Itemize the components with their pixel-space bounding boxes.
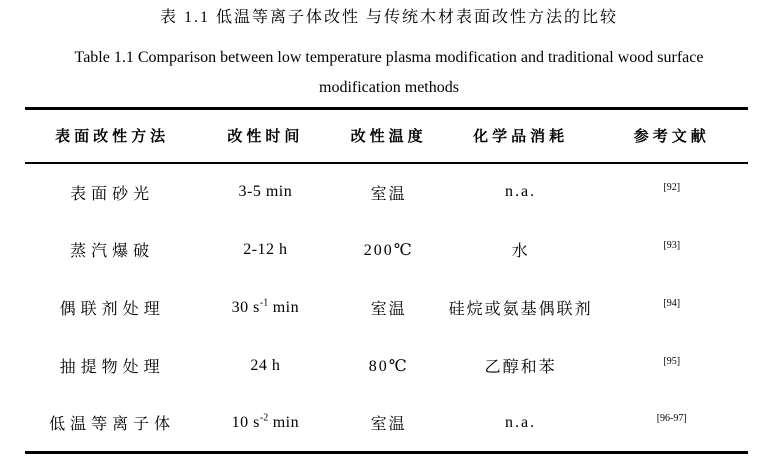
time-value: 24 h [250,356,281,374]
table-row [25,279,748,337]
time-unit: min [268,413,300,431]
cell-reference [595,395,748,453]
reference-citation: [96-97] [656,412,687,424]
reference-citation: [92] [663,182,681,193]
time-value: 3-5 min [238,183,293,200]
column-header-temp: 改性温度 [350,129,427,146]
cell-reference [595,279,748,337]
cell-method: 偶联剂处理 [59,301,165,318]
column-header-chemical: 化学品消耗 [473,129,569,146]
table-row [25,221,748,279]
time-unit: min [268,298,300,316]
cell-reference [595,163,748,221]
cell-reference [595,221,748,279]
table-caption-zh: 表 1.1 低温等离子体改性 与传统木材表面改性方法的比较 [159,9,618,26]
table-caption-en [0,43,778,103]
cell-temp: 200℃ [363,241,414,259]
time-value: 10 s [231,413,260,431]
cell-method: 表面砂光 [70,185,155,203]
cell-time [199,395,331,453]
cell-temp: 室温 [370,416,407,434]
cell-chemical: n.a. [505,183,537,200]
time-superscript: -2 [259,412,269,424]
table-row [25,337,748,395]
column-header-reference: 参考文献 [633,129,710,146]
time-value: 30 s [231,298,260,316]
cell-method: 低温等离子体 [49,416,176,434]
table-caption-en-line2: modification methods [319,79,459,96]
table-row [25,395,748,453]
cell-chemical: 乙醇和苯 [484,359,557,376]
cell-reference [595,337,748,395]
cell-temp: 室温 [370,185,407,203]
cell-method: 蒸汽爆破 [70,243,155,260]
comparison-table [25,107,748,454]
column-header-method: 表面改性方法 [55,129,170,146]
cell-method: 抽提物处理 [59,359,165,376]
cell-chemical: 硅烷或氨基偶联剂 [448,301,593,318]
cell-time [199,337,331,395]
table-caption-en-line1: Table 1.1 Comparison between low temperature plasma modification and traditional wood surface [74,49,704,66]
cell-chemical: 水 [511,243,530,260]
time-superscript: -1 [259,297,269,309]
table-header-row [25,109,748,163]
time-value: 2-12 h [243,240,288,258]
reference-citation: [95] [663,355,681,367]
table-row [25,163,748,221]
cell-time [199,221,331,279]
reference-citation: [94] [663,297,681,309]
cell-temp: 室温 [370,301,407,318]
cell-time [199,163,331,221]
cell-time [199,279,331,337]
cell-chemical: n.a. [505,413,537,431]
cell-temp: 80℃ [368,357,409,375]
reference-citation: [93] [663,239,681,251]
column-header-time: 改性时间 [227,129,304,146]
